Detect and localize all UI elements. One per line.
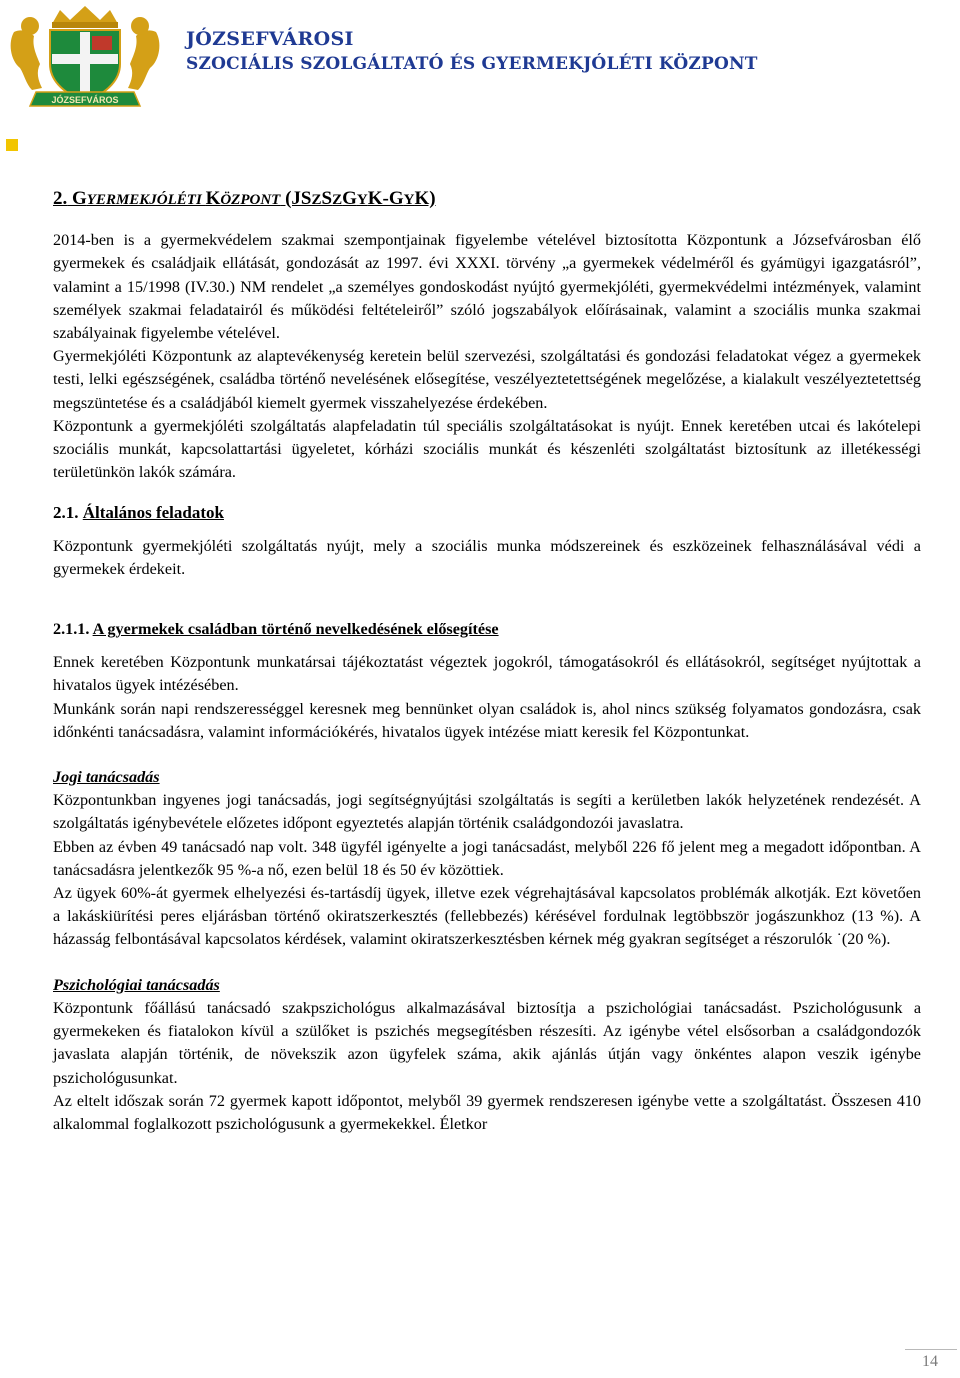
subsubsection-title: A gyermekek családban történő nevelkedésének elősegítése xyxy=(92,620,499,639)
paragraph: Központunk gyermekjóléti szolgáltatás nyújt, mely a szociális munka módszereinek és eszközeinek felhasználásával védi a gyermekek érdekeit. xyxy=(53,536,921,578)
legal-advice-heading: Jogi tanácsadás xyxy=(53,768,160,787)
subsubsection-heading xyxy=(53,618,921,641)
organization-name-line1: JÓZSEFVÁROSI xyxy=(186,28,354,50)
page-number: 14 xyxy=(922,1353,938,1370)
paragraph: Munkánk során napi rendszerességgel keresnek meg bennünket olyan családok is, ahol nincs szükség folyamatos gondozásra, csak időnkénti tanácsadásra, valamint információkérés, hivatalos ügyek intézése miatt keresik fel Központunkat. xyxy=(53,699,921,741)
paragraph: Központunk a gyermekjóléti szolgáltatás alapfeladatin túl speciális szolgáltatásokat is nyújt. Ennek keretében utcai és lakótelepi szociális munkát, kapcsolattartási ügyeletet, kórházi szociális munkát és készenléti szolgáltatást biztosítunk az illetékességi területünkön lakók számára. xyxy=(53,416,921,482)
section-title: GYERMEKJÓLÉTI KÖZPONT (JSZSZGYK-GYK) xyxy=(72,188,436,209)
crest-banner-text: JÓZSEFVÁROS xyxy=(51,95,119,105)
paragraph: Központunkban ingyenes jogi tanácsadás, jogi segítségnyújtási szolgáltatás is segíti a kerületben lakók helyzetének rendezését. A szolgáltatás igénybevétele előzetes időpont egyeztetés alapján történik családgondozói javaslatra. xyxy=(53,791,921,833)
subsection-title: Általános feladatok xyxy=(82,503,224,523)
paragraph: Az eltelt időszak során 72 gyermek kapott időpontot, melyből 39 gyermek rendszeresen igénybe vette a szolgáltatást. Összesen 410 alkalommal foglalkozott pszichológusunk a gyermekekkel. Életkor xyxy=(53,1091,921,1133)
organization-name-line2: SZOCIÁLIS SZOLGÁLTATÓ ÉS GYERMEKJÓLÉTI KÖZPONT xyxy=(186,54,758,74)
subsection-number: 2.1. xyxy=(53,503,79,523)
yellow-square-icon xyxy=(6,139,18,151)
paragraph: Ebben az évben 49 tanácsadó nap volt. 348 ügyfél igényelte a jogi tanácsadást, melyből 226 fő jelent meg a megadott időpontban. A tanácsadásra jelentkezők 95 %-a nő, ezen belül 18 és 50 év közöttiek. xyxy=(53,837,921,879)
paragraph: Gyermekjóléti Központunk az alaptevékenység keretein belül szervezési, szolgáltatási és gondozási feladatokat végez a gyermekek testi, lelki egészségének, családba történő nevelésének elősegítése, veszélyeztetettségének megelőzése, a kialakult veszélyeztetettség megszüntetése és a családjából kiemelt gyermek visszahelyezése érdekében. xyxy=(53,347,921,412)
paragraph: Ennek keretében Központunk munkatársai tájékoztatást végeztek jogokról, támogatásokról és ellátásokról, segítséget nyújtottak a hivatalos ügyek intézésében. xyxy=(53,653,921,695)
footer-divider xyxy=(905,1349,957,1350)
page-header xyxy=(0,0,960,130)
psychology-heading: Pszichológiai tanácsadás xyxy=(53,975,220,994)
section-heading xyxy=(53,187,921,212)
coat-of-arms-logo xyxy=(6,2,164,112)
paragraph: 2014-ben is a gyermekvédelem szakmai szempontjainak figyelembe vételével biztosította Központunk a Józsefvárosban élő gyermekek és családjaik ellátását, gondozását az 1997. évi XXXI. törvény „a gyermekek védelméről és gyámügyi igazgatásról”, valamint a 15/1998 (IV.30.) NM rendelet „a személyes gondoskodást nyújtó gyermekjóléti, gyermekvédelmi intézmények, valamint személyek szakmai feladatairól és működési feltételeiről” szóló jogszabályok előírásainak, valamint a szociális munka szakmai szabályainak figyelembe vételével. xyxy=(53,231,921,343)
subsubsection-number: 2.1.1. xyxy=(53,620,90,639)
page-content xyxy=(53,187,921,1136)
section-number: 2. xyxy=(53,188,68,209)
paragraph: Központunk főállású tanácsadó szakpszichológus alkalmazásával biztosítja a pszichológiai tanácsadást. Pszichológusunk a gyermekeken és fiatalokon kívül a szülőket is pszichés megsegítésben részesíti. Az igénybe vétel elsősorban a családgondozók javaslata alapján történik, de növekszik azon ügyfelek száma, akik ajánlás útján vagy önkéntes alapon veszik igénybe pszichológusunkat. xyxy=(53,998,921,1087)
subsection-heading xyxy=(53,501,921,524)
paragraph: Az ügyek 60%-át gyermek elhelyezési és-tartásdíj ügyek, illetve ezek végrehajtásával kapcsolatos problémák alkotják. Ezt követően a lakáskiürítési peres eljárásban történő okiratszerkesztés (fellebbezés) kérésével fordulnak legtöbbször jogászunkhoz (13 %). A házasság felbontásával kapcsolatos kérdések, valamint okiratszerkesztésben kérnek még gyakran segítséget a részorulók ˙(20 %). xyxy=(53,884,921,949)
